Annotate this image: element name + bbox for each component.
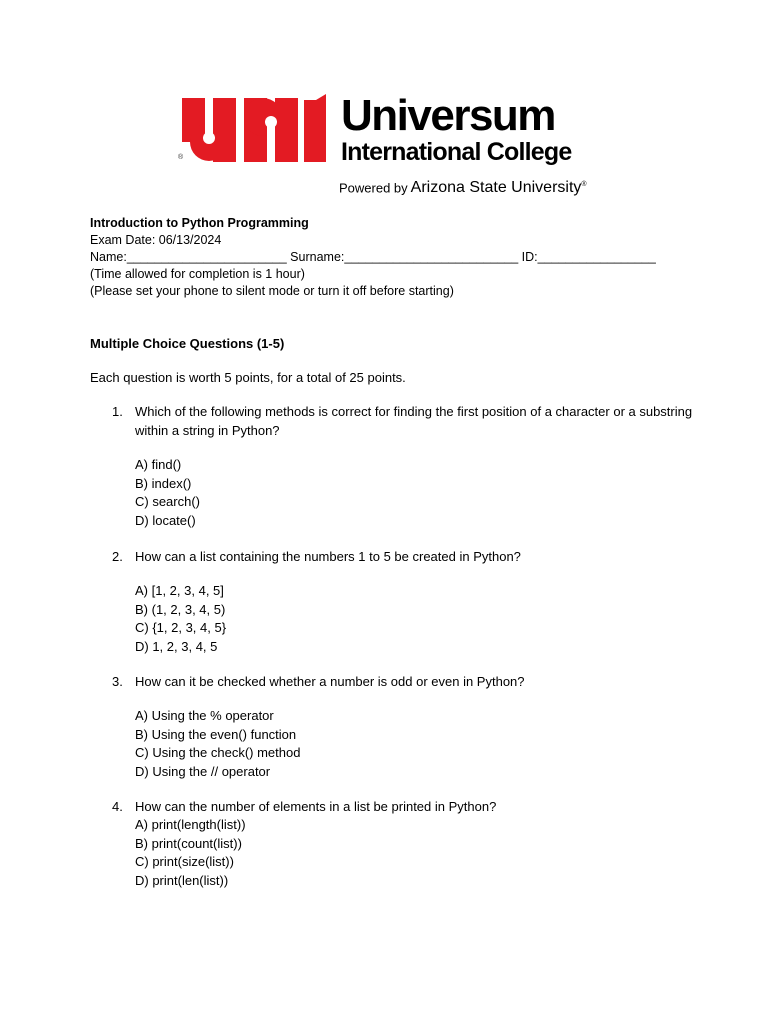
- option-b: B) print(count(list)): [135, 835, 242, 851]
- question-text: How can the number of elements in a list be printed in Python?: [135, 799, 497, 814]
- option-c: C) search(): [135, 494, 201, 510]
- option-a: A) [1, 2, 3, 4, 5]: [135, 583, 224, 598]
- question-text: How can a list containing the numbers 1 to 5 be created in Python?: [135, 549, 521, 564]
- powered-by-label: Powered by: [339, 180, 408, 196]
- partner-registered-mark: ®: [581, 181, 587, 188]
- option-b: B) (1, 2, 3, 4, 5): [135, 601, 226, 617]
- section-title: Multiple Choice Questions (1-5): [90, 336, 285, 351]
- options-list: [135, 707, 300, 782]
- question-number: 4.: [112, 799, 123, 814]
- question-text: How can it be checked whether a number is odd or even in Python?: [135, 674, 525, 689]
- exam-date: Exam Date: 06/13/2024: [90, 233, 222, 247]
- options-list: [135, 816, 246, 891]
- college-logo: [176, 92, 596, 202]
- uni-logo-mark: [176, 92, 328, 162]
- registered-mark: ®: [178, 154, 184, 161]
- options-list: [135, 582, 226, 657]
- logo-powered-by: [339, 176, 587, 197]
- option-c: C) print(size(list)): [135, 854, 234, 870]
- question-text: Which of the following methods is correct for finding the first position of a character or a substring within a string in Python?: [135, 404, 693, 438]
- options-list: [135, 456, 200, 531]
- option-c: C) Using the check() method: [135, 745, 301, 761]
- option-d: D) Using the // operator: [135, 764, 271, 780]
- exam-header: [90, 215, 656, 300]
- question-number: 3.: [112, 674, 123, 689]
- option-c: C) {1, 2, 3, 4, 5}: [135, 620, 227, 636]
- option-d: D) 1, 2, 3, 4, 5: [135, 639, 218, 655]
- option-b: B) Using the even() function: [135, 726, 297, 742]
- question-number: 1.: [112, 404, 123, 419]
- logo-name-universum: Universum: [341, 91, 555, 140]
- option-a: A) find(): [135, 457, 182, 472]
- option-b: B) index(): [135, 475, 192, 491]
- section-intro: Each question is worth 5 points, for a total of 25 points.: [90, 370, 406, 385]
- partner-name: Arizona State University: [410, 179, 582, 197]
- option-a: A) print(length(list)): [135, 817, 246, 832]
- time-note: (Time allowed for completion is 1 hour): [90, 267, 305, 281]
- logo-name-international-college: International College: [341, 138, 572, 166]
- question-number: 2.: [112, 549, 123, 564]
- student-fields-line: Name:_______________________ Surname:_________________________ ID:_________________: [90, 250, 656, 264]
- phone-note: (Please set your phone to silent mode or turn it off before starting): [90, 284, 454, 298]
- course-title: Introduction to Python Programming: [90, 216, 309, 230]
- option-a: A) Using the % operator: [135, 708, 274, 723]
- option-d: D) print(len(list)): [135, 873, 229, 889]
- option-d: D) locate(): [135, 513, 196, 529]
